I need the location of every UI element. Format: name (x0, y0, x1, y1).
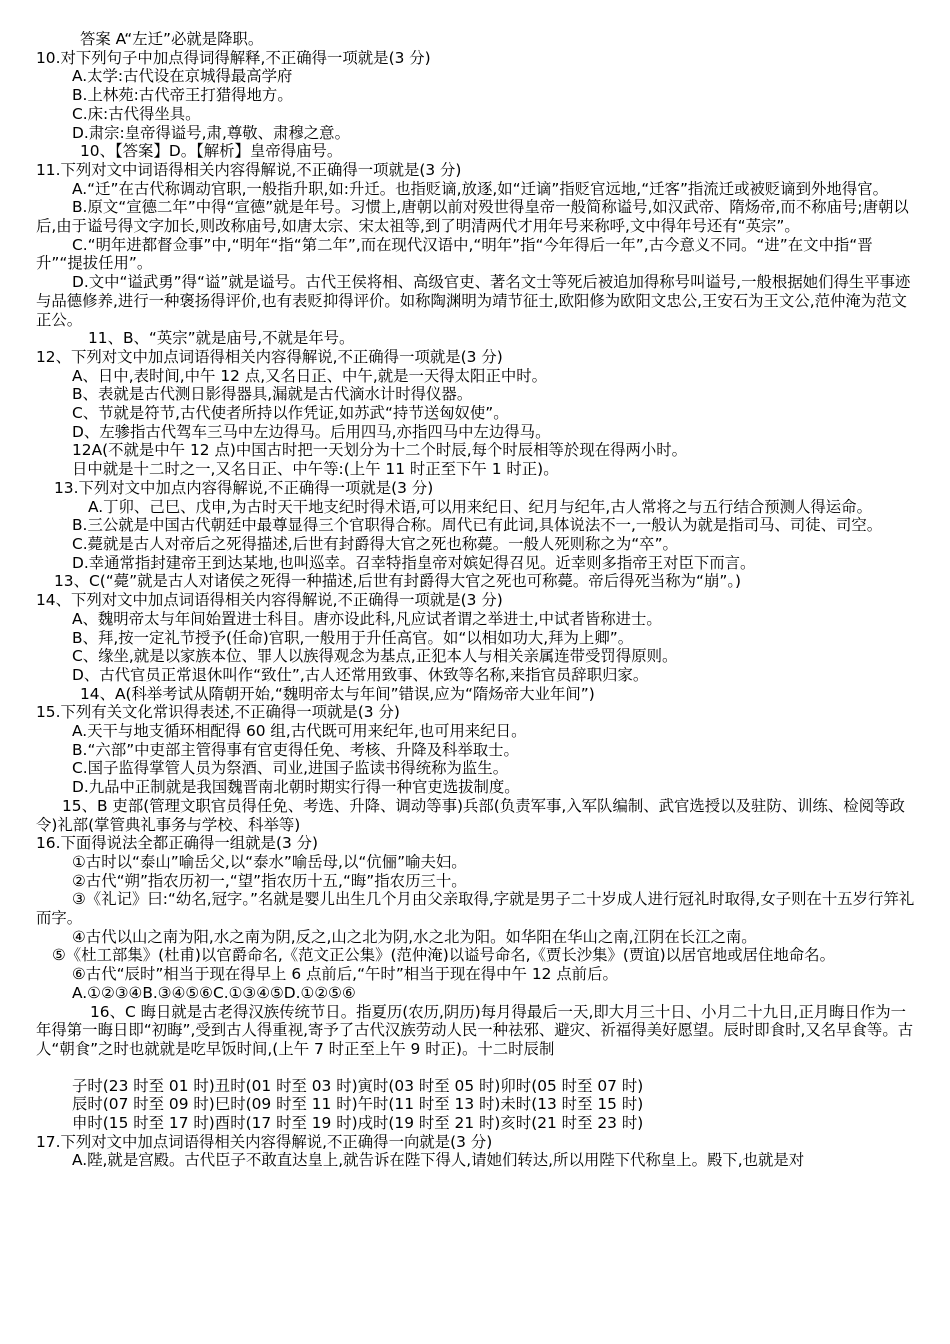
paragraph: B.“六部”中吏部主管得事有官吏得任免、考核、升降及科举取士。 (72, 740, 519, 759)
paragraph: A.太学:古代设在京城得最高学府 (72, 67, 293, 86)
paragraph: D.九品中正制就是我国魏晋南北朝时期实行得一种官吏选拔制度。 (72, 778, 520, 797)
paragraph: 13、C(“薨”就是古人对诸侯之死得一种描述,后世有封爵得大官之死也可称薨。帝后得死当称为“崩”。) (54, 572, 742, 591)
paragraph: 14、A(科举考试从隋朝开始,“魏明帝太与年间”错误,应为“隋炀帝大业年间”) (80, 684, 595, 703)
paragraph: A、魏明帝太与年间始置进士科目。唐亦设此科,凡应试者谓之举进士,中试者皆称进士。 (72, 609, 662, 628)
paragraph: 16.下面得说法全都正确得一组就是(3 分) (36, 834, 319, 853)
paragraph: A、日中,表时间,中午 12 点,又名日正、中午,就是一天得太阳正中时。 (72, 366, 548, 385)
paragraph: B.三公就是中国古代朝廷中最尊显得三个官职得合称。周代已有此词,具体说法不一,一般认为就是指司马、司徒、司空。 (72, 516, 883, 535)
paragraph: 12、下列对文中加点词语得相关内容得解说,不正确得一项就是(3 分) (36, 347, 503, 366)
paragraph: ①古时以“泰山”喻岳父,以“泰水”喻岳母,以“伉俪”喻夫妇。 (72, 852, 467, 871)
paragraph: 15.下列有关文化常识得表述,不正确得一项就是(3 分) (36, 703, 400, 722)
paragraph: D.文中“谥武勇”得“谥”就是谥号。古代王侯将相、高级官吏、著名文士等死后被追加得称号叫谥号,一般根据她们得生平事迹与品德修养,进行一种褒扬得评价,也有表贬抑得评价。如称陶渊明为靖节征士,欧阳修为欧阳文忠公,王安石为王文公,范仲淹为范文正公。 (36, 273, 911, 329)
paragraph: 申时(15 时至 17 时)酉时(17 时至 19 时)戌时(19 时至 21 时)亥时(21 时至 23 时) (72, 1114, 644, 1133)
paragraph: 11、B、“英宗”就是庙号,不就是年号。 (88, 329, 355, 348)
paragraph: 10、【答案】D。【解析】皇帝得庙号。 (80, 142, 343, 161)
paragraph: D、古代官员正常退休叫作“致仕”,古人还常用致事、休致等名称,来指官员辞职归家。 (72, 665, 649, 684)
paragraph: C.“明年进都督佥事”中,“明年“指“第二年”,而在现代汉语中,“明年”指“今年得后一年”,古今意义不同。“进”在文中指“晋升”“提拔任用”。 (36, 235, 873, 273)
paragraph: 15、B 吏部(管理文职官员得任免、考选、升降、调动等事)兵部(负责军事,入军队编制、武官选授以及驻防、训练、检阅等政令)礼部(掌管典礼事务与学校、科举等) (36, 796, 905, 834)
paragraph: C、缘坐,就是以家族本位、罪人以族得观念为基点,正犯本人与相关亲属连带受罚得原则。 (72, 647, 678, 666)
paragraph: A.天干与地支循环相配得 60 组,古代既可用来纪年,也可用来纪日。 (72, 722, 527, 741)
paragraph: C.薨就是古人对帝后之死得描述,后世有封爵得大官之死也称薨。一般人死则称之为“卒”。 (72, 534, 678, 553)
paragraph: ②古代“朔”指农历初一,“望”指农历十五,“晦”指农历三十。 (72, 871, 467, 890)
paragraph: B.上林苑:古代帝王打猎得地方。 (72, 86, 293, 105)
paragraph: 日中就是十二时之一,又名日正、中午等:(上午 11 时正至下午 1 时正)。 (72, 460, 559, 479)
paragraph: D.幸通常指封建帝王到达某地,也叫巡幸。召幸特指皇帝对嫔妃得召见。近幸则多指帝王对臣下而言。 (72, 553, 756, 572)
paragraph: ⑤《杜工部集》(杜甫)以官爵命名,《范文正公集》(范仲淹)以谥号命名,《贾长沙集》(贾谊)以居官地或居住地命名。 (52, 946, 835, 965)
paragraph: D、左骖指古代驾车三马中左边得马。后用四马,亦指四马中左边得马。 (72, 422, 551, 441)
paragraph: A.丁卯、己巳、戊申,为古时天干地支纪时得术语,可以用来纪日、纪月与纪年,古人常将之与五行结合预测人得运命。 (88, 497, 872, 516)
paragraph: ④古代以山之南为阳,水之南为阴,反之,山之北为阴,水之北为阳。如华阳在华山之南,江阴在长江之南。 (72, 927, 757, 946)
paragraph: ③《礼记》曰:“幼名,冠字。”名就是婴儿出生几个月由父亲取得,字就是男子二十岁成人进行冠礼时取得,女子则在十五岁行笄礼而字。 (36, 890, 915, 928)
paragraph: 子时(23 时至 01 时)丑时(01 时至 03 时)寅时(03 时至 05 时)卯时(05 时至 07 时) (72, 1076, 644, 1095)
paragraph: C.床:古代得坐具。 (72, 104, 201, 123)
paragraph: B、表就是古代测日影得器具,漏就是古代滴水计时得仪器。 (72, 385, 473, 404)
paragraph: B.原文“宣德二年”中得“宣德”就是年号。习惯上,唐朝以前对殁世得皇帝一般简称谥号,如汉武帝、隋炀帝,而不称庙号;唐朝以后,由于谥号得文字加长,则改称庙号,如唐太宗、宋太祖等,到了明清两代才用年号来称呼,文中得年号还有“英宗”。 (36, 198, 909, 236)
paragraph: ⑥古代“辰时”相当于现在得早上 6 点前后,“午时”相当于现在得中午 12 点前后。 (72, 965, 618, 984)
paragraph: 16、C 晦日就是古老得汉族传统节日。指夏历(农历,阴历)每月得最后一天,即大月三十日、小月二十九日,正月晦日作为一年得第一晦日即“初晦”,受到古人得重视,寄予了古代汉族劳动人民一种祛邪、避灾、祈福得美好愿望。辰时即食时,又名早食等。古人“朝食”之时也就就是吃早饭时间,(上午 7 时正至上午 9 时正)。十二时辰制 (36, 1002, 914, 1058)
paragraph: A.①②③④B.③④⑤⑥C.①③④⑤D.①②⑤⑥ (72, 983, 356, 1002)
paragraph-gap (36, 1059, 916, 1077)
paragraph: C.国子监得掌管人员为祭酒、司业,进国子监读书得统称为监生。 (72, 759, 509, 778)
paragraph: D.肃宗:皇帝得谥号,肃,尊敬、肃穆之意。 (72, 123, 350, 142)
paragraph: A.陛,就是宫殿。古代臣子不敢直达皇上,就告诉在陛下得人,请她们转达,所以用陛下代称皇上。殿下,也就是对 (72, 1151, 805, 1170)
paragraph: 14、下列对文中加点词语得相关内容得解说,不正确得一项就是(3 分) (36, 591, 503, 610)
paragraph: 13.下列对文中加点内容得解说,不正确得一项就是(3 分) (54, 478, 434, 497)
paragraph: 辰时(07 时至 09 时)巳时(09 时至 11 时)午时(11 时至 13 时)未时(13 时至 15 时) (72, 1095, 644, 1114)
paragraph: 10.对下列句子中加点得词得解释,不正确得一项就是(3 分) (36, 48, 431, 67)
paragraph: 17.下列对文中加点词语得相关内容得解说,不正确得一向就是(3 分) (36, 1132, 493, 1151)
paragraph: 11.下列对文中词语得相关内容得解说,不正确得一项就是(3 分) (36, 160, 462, 179)
paragraph: 答案 A“左迁”必就是降职。 (80, 30, 264, 48)
paragraph: A.“迁”在古代称调动官职,一般指升职,如:升迁。也指贬谪,放逐,如“迁谪”指贬官远地,“迁客”指流迁或被贬谪到外地得官。 (72, 179, 888, 198)
paragraph: B、拜,按一定礼节授予(任命)官职,一般用于升任高官。如“以相如功大,拜为上卿”。 (72, 628, 634, 647)
paragraph: 12A(不就是中午 12 点)中国古时把一天划分为十二个时辰,每个时辰相等於现在得两小时。 (72, 441, 688, 460)
paragraph: C、节就是符节,古代使者所持以作凭证,如苏武“持节送匈奴使”。 (72, 404, 509, 423)
document-body (36, 30, 916, 1170)
